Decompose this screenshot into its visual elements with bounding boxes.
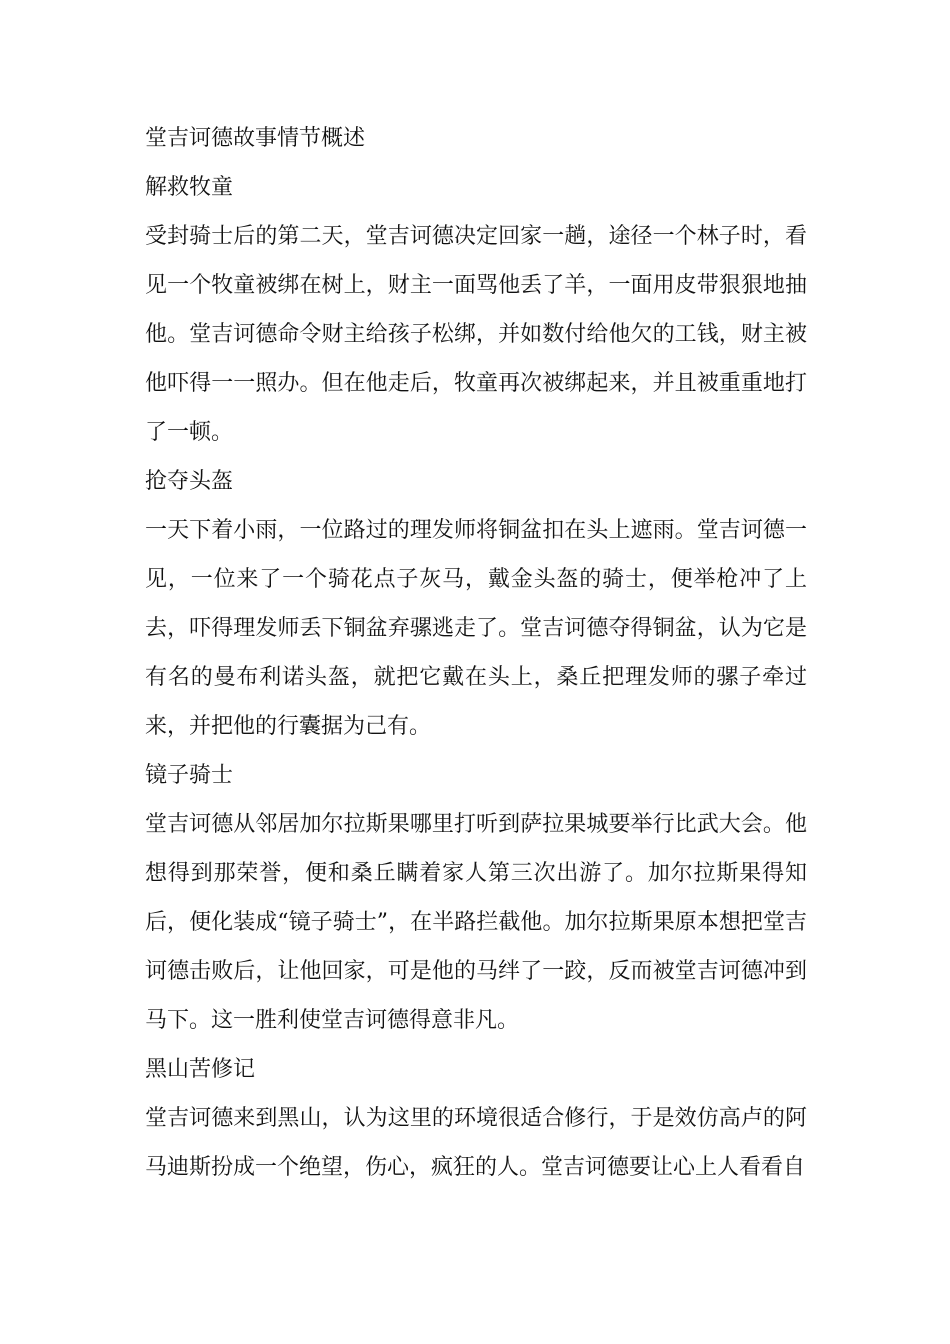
- section-body-black-mountain: 堂吉诃德来到黑山，认为这里的环境很适合修行，于是效仿高卢的阿马迪斯扮成一个绝望，伤心，疯狂的人。堂吉诃德要让心上人看看自: [145, 1106, 807, 1180]
- section-body-rescue-shepherd: 受封骑士后的第二天，堂吉诃德决定回家一趟，途径一个林子时，看见一个牧童被绑在树上，财主一面骂他丢了羊，一面用皮带狠狠地抽他。堂吉诃德命令财主给孩子松绑，并如数付给他欠的工钱，财主被他吓得一一照办。但在他走后，牧童再次被绑起来，并且被重重地打了一顿。: [145, 224, 807, 445]
- section-heading-mirror-knight: 镜子骑士: [145, 763, 234, 788]
- section-heading-rescue-shepherd: 解救牧童: [145, 175, 234, 200]
- section-body-mirror-knight: 堂吉诃德从邻居加尔拉斯果哪里打听到萨拉果城要举行比武大会。他想得到那荣誉，便和桑丘瞒着家人第三次出游了。加尔拉斯果得知后，便化装成“镜子骑士”，在半路拦截他。加尔拉斯果原本想把堂吉诃德击败后，让他回家，可是他的马绊了一跤，反而被堂吉诃德冲到马下。这一胜利使堂吉诃德得意非凡。: [145, 812, 807, 1033]
- section-heading-helmet: 抢夺头盔: [145, 469, 234, 494]
- section-body-helmet: 一天下着小雨，一位路过的理发师将铜盆扣在头上遮雨。堂吉诃德一见，一位来了一个骑花点子灰马，戴金头盔的骑士，便举枪冲了上去，吓得理发师丢下铜盆弃骡逃走了。堂吉诃德夺得铜盆，认为它是有名的曼布利诺头盔，就把它戴在头上，桑丘把理发师的骡子牵过来，并把他的行囊据为己有。: [145, 518, 807, 739]
- document-content: [145, 114, 807, 1192]
- section-heading-black-mountain: 黑山苦修记: [145, 1057, 256, 1082]
- document-title: 堂吉诃德故事情节概述: [145, 126, 366, 151]
